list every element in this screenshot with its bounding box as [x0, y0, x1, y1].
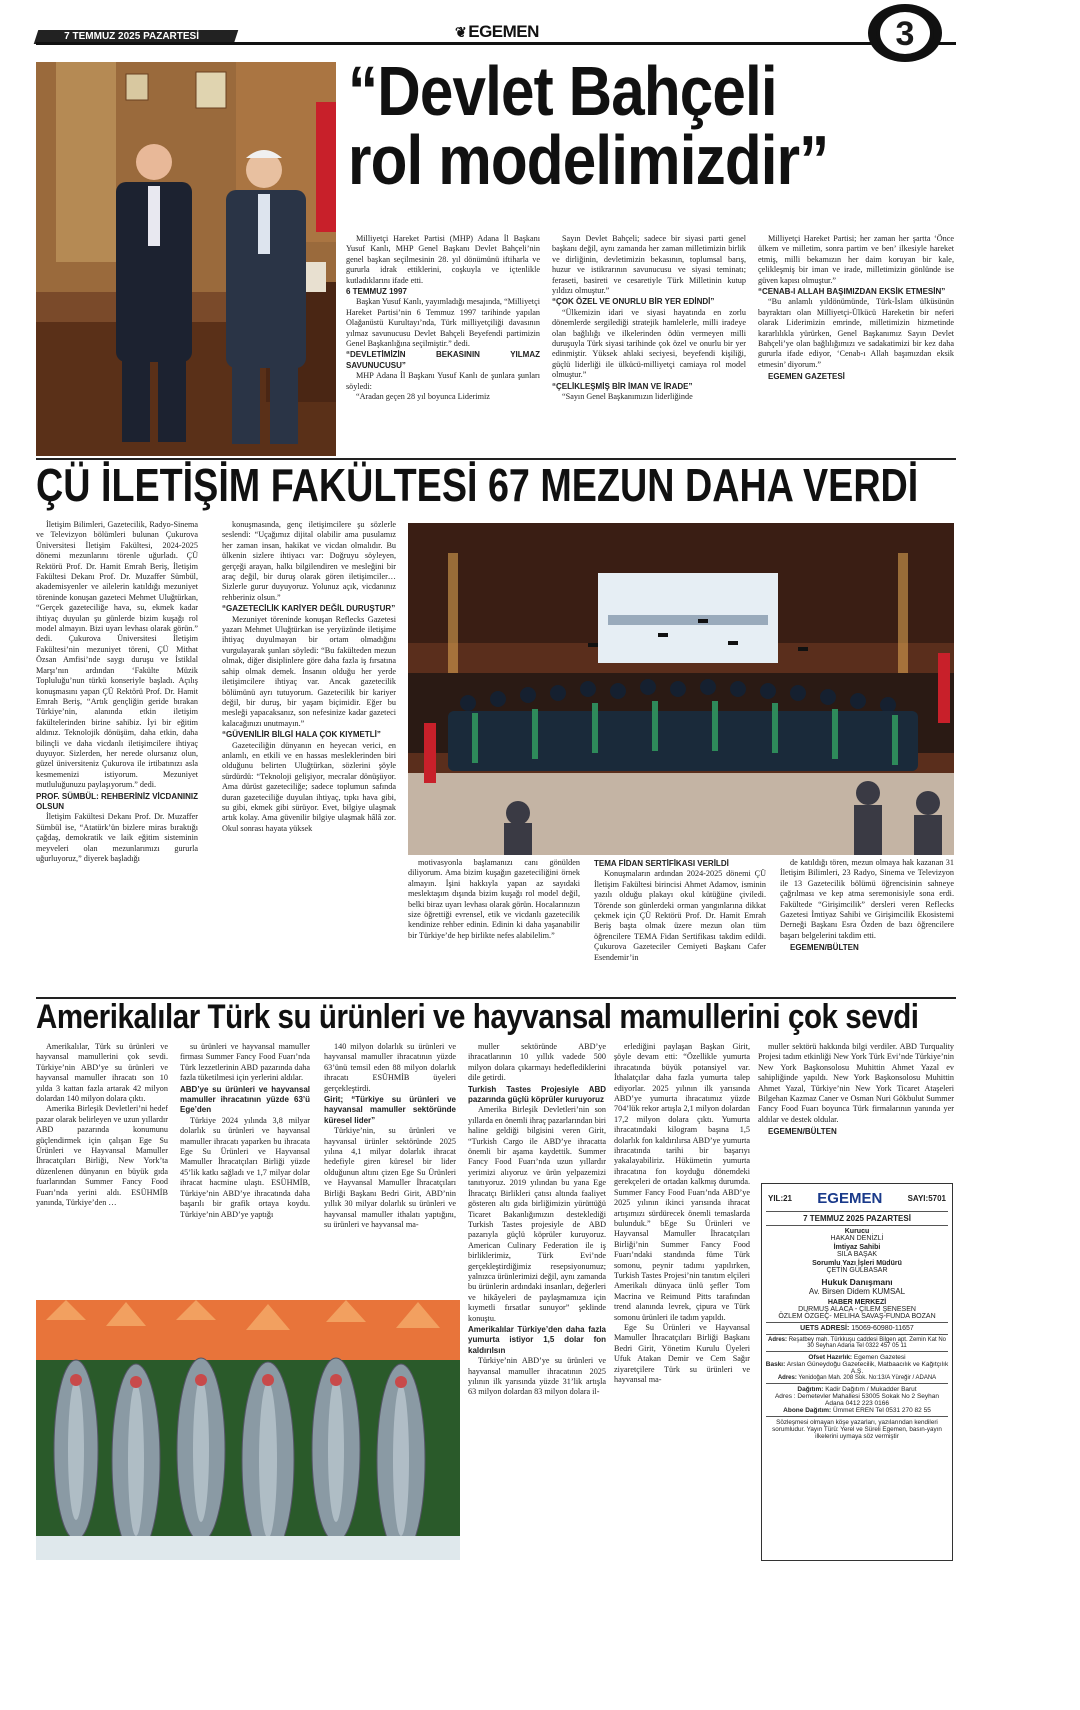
- subheading: PROF. SÜMBÜL: REHBERİNİZ VİCDANINIZ OLSUN: [36, 791, 198, 811]
- subheading: ABD’ye su ürünleri ve hayvansal mamuller ihracatının yüzde 63’ü Ege’den: [180, 1084, 310, 1115]
- subscription: Ümmet EREN Tel 0531 270 82 55: [833, 1407, 931, 1414]
- paragraph: İletişim Fakültesi Dekanı Prof. Dr. Muzaffer Sümbül ise, “Atatürk’ün bizlere miras bıraktığı çağdaş, demokratik ve laik eğitim sisteminin meyveleri olan mezunlarımızı gururla uğurluyoruz,” diyerek başladığı: [36, 812, 198, 863]
- paragraph: Amerika Birleşik Devletleri’ni hedef pazar olarak belirleyen ve uzun yıllardır ABD pazarında konumunu güçlendirmek için çalışan Ege Su Ürünleri ve Hayvansal Mamuller İhracatçıları Birliği, New York’ta düzenlenen dünyanın en büyük gıda fuarlarından Summer Fancy Food Fuarı’nda yerini aldı. ESÜHMİB yanında, Türkiye’den …: [36, 1104, 168, 1208]
- editor-label: Sorumlu Yazı İşleri Müdürü: [812, 1260, 902, 1267]
- article3-headline: [36, 998, 956, 1036]
- paragraph: Konuşmaların ardından 2024-2025 dönemi ÇÜ İletişim Fakültesi birincisi Ahmet Adamov, isminin yazılı olduğu plakayı okul kütüğüne çiviledi. Törende son günlerdeki orman yangınlarına dikkat çekmek için ÇÜ Rektörü Prof. Dr. Hamit Emrah Beriş başta olmak üzere mezun olan tüm öğrencilere TEMA Fidan Sertifikası takdim edildi. Çukurova Gazeteciler Cemiyeti Başkanı Cafer Esendemir’in: [594, 869, 766, 962]
- article2-headline: [36, 459, 956, 511]
- header-rule: [36, 42, 956, 45]
- article2-headline-text: ÇÜ İLETİŞİM FAKÜLTESİ 67 MEZUN DAHA VERDİ: [36, 459, 919, 511]
- article3-col1: [36, 1042, 168, 1296]
- uets-label: UETS ADRESİ:: [800, 1325, 850, 1332]
- owner: SILA BAŞAK: [836, 1251, 878, 1258]
- article3-col2: [180, 1042, 310, 1296]
- news-staff-1: DURMUŞ ALACA - ÇİLEM ŞENESEN: [798, 1306, 916, 1313]
- byline: EGEMEN/BÜLTEN: [790, 943, 859, 953]
- subheading: “CENAB-I ALLAH BAŞIMIZDAN EKSİK ETMESİN”: [758, 287, 946, 297]
- subheading: “ÇOK ÖZEL VE ONURLU BİR YER EDİNDİ”: [552, 297, 715, 307]
- subheading: 6 TEMMUZ 1997: [346, 287, 407, 297]
- founder-label: Kurucu: [844, 1228, 870, 1235]
- paragraph: muller sektöründe ABD’ye ihracatlarının 10 yıllık vadede 500 milyon dolara çıkarmayı hedeflediklerini dile getirdi.: [468, 1042, 606, 1083]
- impressum-date: 7 TEMMUZ 2025 PAZARTESİ: [803, 1214, 911, 1223]
- article3-col3: [324, 1042, 456, 1296]
- paragraph: İletişim Bilimleri, Gazetecilik, Radyo-Sinema ve Televizyon bölümleri bulunan Çukurova Üniversitesi İletişim Fakültesi, 2024-2025 dönemi mezunlarını törenle uğurladı. ÇÜ Rektörü Prof. Dr. Hamit Emrah Beriş, İletişim Fakültesi Dekanı Prof. Dr. Muzaffer Sümbül, akademisyenler ve ailelerin katıldığı mezuniyet töreninde konuşan gazeteci Mehmet Uluğtürkan, “Gerçek gazeteciliğe hava, su, ekmek kadar ihtiyaç duyulan şu günlerde bizim kuşağı rol model almayın. Bizi uyarı levhası olarak görün.” dedi. Çukurova Üniversitesi İletişim Fakültesi’nin mezuniyet töreni, ÇÜ Mithat Özsan Amfisi’nde saygı duruşu ve İstiklal Marşı’nın ardından ‘Fakülte Müzik Topluluğu’nun türkü konseriyle başladı. Açılış konuşmasını yapan ÇÜ Rektörü Prof. Dr. Hamit Emrah Beriş, “Artık gençliğin geride bırakan Türkiye’nin, alanında etkin iletişim fakültelerinden birine sahibiz. İyi bir eğitim aldınız. Teknolojik dönüşüm, daha etkin, daha bilinçli ve daha vicdanlı iletişimcilere ihtiyaç duyuyor. Sizlerden, her nerede olursanız olun, güzel üniversiteniz Çukurova ile irtibatınızı asla kesmemenizi istiyorum. Mezuniyet mutluluğunuzu paylaşıyorum.” dedi.: [36, 520, 198, 790]
- subheading: “GÜVENİLİR BİLGİ HALA ÇOK KIYMETLİ”: [222, 730, 381, 740]
- editor: ÇETİN GÜLBASAR: [826, 1267, 888, 1274]
- article1-headline-line2: rol modelimizdir”: [348, 120, 829, 199]
- paragraph: Milliyetçi Hareket Partisi; her zaman her şartta ‘Önce ülkem ve milletim, sonra partim ve ben’ ilkesiyle hareket etmiş, milli bekamızın her daim koruyan bir kale, çelikleşmiş bir iman ve irade, milletimizin gönlünde ise güven kapısı olmuştur.”: [758, 234, 954, 285]
- press-label: Baskı:: [765, 1361, 786, 1368]
- uets: 15069-60980-11657: [851, 1325, 914, 1332]
- byline: EGEMEN/BÜLTEN: [768, 1127, 837, 1137]
- paragraph: Gazeteciliğin dünyanın en heyecan verici, en anlamlı, en etkili ve en hassas mesleklerinden biri olduğunu belirten Uluğtürkan, sözlerini şöyle sürdürdü: “Teknoloji gelişiyor, mecralar dönüşüyor. Ama dürüst gazeteciliğe; sadece toplumun safında duran gazeteciliğe duyulan ihtiyaç, tıpkı hava gibi, su gibi, ekmek gibi sürüyor. Evet, bilgiye ulaşmak artık kolay. Ama güvenilir bilgiye ulaşmak hâlâ zor. Okul sonrası hayata yüksek: [222, 740, 396, 833]
- distribution-address: Adres : Demetevler Mahallesi 53005 Sokak No 2 Seyhan Adana 0412 223 0166: [774, 1393, 940, 1407]
- paragraph: de katıldığı tören, mezun olmaya hak kazanan 31 İletişim Bilimleri, 23 Radyo, Sinema ve Televizyon ile 13 Gazetecilik bölümü öğrencisinin sahneye çağrılması ve kep atma seremonisiyle sona erdi. Fakültede “Girişimcilik” dersleri veren Reflecks Gazetesi İmtiyaz Sahibi ve Girişimcilik Ekosistemi Derneği Başkanı Esra Özden de bazı öğrencilere başarı belgelerini takdim etti.: [780, 858, 954, 940]
- paragraph: motivasyonla başlamanızı canı gönülden diliyorum. Ama bizim kuşağın gazeteciliğini örnek almayın. İşini hakkıyla yapan az sayıdaki meslektaşım dışında bizim kuşağı rol model değil, belki biraz uyarı levhası olarak görün. Hocalarınızın size öğrettiği evrensel, etik ve vicdanlı gazetecilik kendinize rehber edinin. Edinin ki daha yaşanabilir bir Türkiye’de hep birlikte nefes alabilelim.”: [408, 858, 580, 940]
- article3-col5: [614, 1042, 750, 1562]
- impressum-issue: SAYI:5701: [907, 1194, 946, 1203]
- press-address-label: Adres:: [777, 1375, 797, 1381]
- news-center-label: HABER MERKEZİ: [827, 1299, 887, 1306]
- paragraph: su ürünleri ve hayvansal mamuller firması Summer Fancy Food Fuarı’nda Türk lezzetlerinin ABD pazarında daha fazla tüketilmesi için yerlerini aldılar.: [180, 1042, 310, 1083]
- masthead-logo: [455, 22, 539, 42]
- subheading: Girit; “Türkiye su ürünleri ve hayvansal mamuller sektöründe küresel lider”: [324, 1095, 456, 1125]
- impressum-box: [761, 1183, 953, 1561]
- article1-headline: [348, 52, 958, 199]
- paragraph: MHP Adana İl Başkanı Yusuf Kanlı de şunlara şunları söyledi:: [346, 371, 540, 391]
- article2-col1: [36, 520, 198, 998]
- paragraph: Mezuniyet töreninde konuşan Reflecks Gazetesi yazarı Mehmet Uluğtürkan ise yeryüzünde iletişime ihtiyaç duyulmayan bir ortam olmadığını vurgulayarak şunları söyledi: “Bu fakülteden mezun olmak, diğer disiplinlere göre daha fazla iş fırsatına sahip olmak demek. İnsanın olduğu her yerde iletişimcilere ihtiyaç var. Ancak gazetecilik bölümünü ayrı tutuyorum. Gazetecilik bir kariyer değil, bir duruş, bir yaşam biçimidir. Eğer bu mesleği yapacaksanız, son nefesinize kadar gazeteci kalacağınızı unutmayın.”: [222, 614, 396, 728]
- distribution: Kadir Dağıtım / Mukadder Barut: [825, 1386, 917, 1393]
- logo-mark-icon: ❦: [455, 24, 467, 40]
- subheading: Amerikalılar Türkiye’den daha fazla yumurta istiyor 1,5 dolar fon kaldırılsın: [468, 1324, 606, 1355]
- distribution-label: Dağıtım:: [797, 1386, 824, 1393]
- paragraph: “Bu anlamlı yıldönümünde, Türk-İslam ülküsünün bayraktarı olan Milliyetçi-Ülkücü Hareketin bir neferi olarak Liderimizin emrinde, milletimizin hizmetinde kararlılıkla yürürken, Genel Başkanımız Sayın Devlet Bahçeli’ye olan bağlılığımızı ve sadakatimizi bir kez daha gururla ifade ediyor, ‘Cenab-ı Allah başımızdan eksik etmesin’ diyorum.”: [758, 297, 954, 369]
- article3-col6: [758, 1042, 954, 1176]
- bahceli-meeting-photo: [36, 62, 336, 456]
- subheading: Turkish Tastes Projesiyle ABD pazarında güçlü köprüler kuruyoruz: [468, 1084, 606, 1105]
- issue-date: 7 TEMMUZ 2025 PAZARTESİ: [64, 31, 200, 42]
- paragraph: Türkiye’nin ABD’ye su ürünleri ve hayvansal mamuller ihracatının 2025 yılının ilk yarısında yüzde 31’lik artışla 63 milyon dolardan 83 milyon dolara il-: [468, 1356, 606, 1397]
- owner-label: İmtiyaz Sahibi: [833, 1244, 881, 1251]
- graduation-ceremony-photo: [408, 523, 954, 855]
- paragraph: Milliyetçi Hareket Partisi (MHP) Adana İl Başkanı Yusuf Kanlı, MHP Genel Başkanı Devlet Bahçeli’nin genel başkan seçilmesinin 28. yıl dönümünü iftiharla ve gururla idrak ettiklerini, coşkuyla ve içtenlikle kutladıklarını ifade etti.: [346, 234, 540, 285]
- print-label: Ofset Hazırlık:: [808, 1354, 853, 1361]
- article1-col3: [758, 234, 954, 456]
- paragraph: Ege Su Ürünleri ve Hayvansal Mamuller İhracatçıları Birliği Başkanı Bedri Girit, Yönetim Kurulu Üyeleri Ufuk Atakan Demir ve Cem Sağır ziyaretçilere Türk su ürünleri ve hayvansal ma-: [614, 1322, 750, 1384]
- paragraph: erlediğini paylaşan Başkan Girit, şöyle devam etti: “Özellikle yumurta ihracatında büyük potansiyel var. İthalatçılar daha fazla yumurta talep ediyorlar. 2025 yılının ilk yarısında ABD’ye yumurta ihracatımız yüzde 704’lük rekor artışla 2,1 milyon dolardan 17,2 milyon dolara çıktı. Yumurta ihracatındaki kilogram başına 1,5 dolarlık fon kaldırılırsa ABD’ye yumurta ihracatında tarihi bir başarıyı yakalayabiliriz. Hükümetin yumurta ihracatına fon koyduğu dönemdeki gerekçeleri de ortadan kalkmış durumda. Summer Fancy Food Fuarı’nda ABD’ye 2025 yılının ikinci yarısında ihracat artışımızı sürdürecek önemli temaslarda bulunduk.” bEge Su Ürünleri ve Hayvansal Mamuller İhracatçıları Birliği’nin Summer Fancy Food Fuarı’ndaki standında füme Türk somonu, peynir tadımı yapılırken, Turkish Tastes Projesi’nin tanıtım elçileri Amerikalı dünyaca ünlü şefler Tom Macrina ve Reimund Pitts tarafından trend alanında levrek, çipura ve Türk somonu ürünleri ile tadım yapıldı.: [614, 1042, 750, 1322]
- paragraph: muller sektörü hakkında bilgi verdiler. ABD Turquality Projesi tadım etkinliği New York Türk Evi’nde Türkiye’nin New York Başkonsolosu Muhittin Ahmet Yazal ev sahipliğinde yapıldı. New York Başkonsolosu Muhittin Ahmet Yazal, Türkiye’nin New York Ticaret Ataşeleri Bilgehan Kazmaz Caner ve Osman Nuri Gökbulut Summer Fancy Food Fuarı boyunca Türk firmalarının yanında yer aldılar ve destek oldular.: [758, 1042, 954, 1124]
- article2-col4: [594, 858, 766, 998]
- article3-col4: [468, 1042, 606, 1562]
- article2-col3: [408, 858, 580, 998]
- disclaimer: Sözleşmesi olmayan köşe yazarları, yazılarından kendileri sorumludur. Yayın Türü: Yerel ve Süreli Egemen, basın-yayın ilkelerini uymaya söz vermiştir: [772, 1419, 942, 1440]
- legal: Av. Birsen Didem KUMSAL: [808, 1287, 906, 1296]
- paragraph: Başkan Yusuf Kanlı, yayımladığı mesajında, “Milliyetçi Hareket Partisi’nin 6 Temmuz 1997 tarihinde yapılan Olağanüstü Kurultayı’nda, Türk milliyetçiliği davasının yılmaz savunucusu Devlet Bahçeli Beyefendi partimizin Genel Başkanlığına seçilmiştir.” dedi.: [346, 297, 540, 349]
- article1-headline-line1: “Devlet Bahçeli: [348, 52, 777, 130]
- address: Reşatbey mah. Türkkuşu caddesi Bilgen apt. Zemin Kat No 30 Seyhan Adana Tel 0322 457 05 11: [788, 1337, 946, 1349]
- news-staff-2: ÖZLEM ÖZGEÇ- MELİHA SAVAŞ-FUNDA BOZAN: [778, 1313, 936, 1320]
- paragraph: Sayın Devlet Bahçeli; sadece bir siyasi parti genel başkanı değil, aynı zamanda her zaman milletimizin birlik ve dirliğinin, devletimizin bekasının, toplumsal barış, huzur ve istikrarının savunucusu ve siyasi teminatı; feraseti, basireti ve cesaretiyle Türk Milletinin kutup yıldızı olmuştur.”: [552, 234, 746, 296]
- masthead-logo-text: EGEMEN: [468, 22, 539, 41]
- paragraph: konuşmasında, genç iletişimcilere şu sözlerle seslendi: “Uçağımız dijital olabilir ama pusulamız her zaman insan, hakikat ve vicdan olmalıdır. Bu ülkenin sizlere ihtiyacı var: Doğruyu söyleyen, gerçeği arayan, halkı bilgilendiren ve mesleğini bir araç değil, bir duruş olarak gören iletişimciler… Sizlerle gurur duyuyoruz. Yolunuz açık, vicdanınız rehberiniz olsun.”: [222, 520, 396, 602]
- paragraph: “Sayın Genel Başkanımızın liderliğinde: [562, 392, 693, 402]
- article1-col2: [552, 234, 746, 456]
- paragraph: Türkiye’nin, su ürünleri ve hayvansal ürünler sektöründe 2025 yılına 4,1 milyar dolarlık ihracat hedefiyle giren küresel bir lider olduğunun altını çizen Ege Su Ürünleri ve Hayvansal Mamuller İhracatçıları Birliği Başkanı Bedri Girit, ABD’nin yıllık 30 milyar dolarlık su ürünleri ve hayvansal mamuller ithalatı yaptığını, su ürünleri ve hayvansal ma-: [324, 1126, 456, 1229]
- article2-col5: [780, 858, 954, 998]
- subheading: TEMA FİDAN SERTİFİKASI VERİLDİ: [594, 859, 729, 868]
- paragraph: Amerika Birleşik Devletleri’nin son yıllarda en önemli ihraç pazarlarından biri haline geldiği bilgisini veren Girit, “Turkish Cargo ile ABD’ye ihracatta önemli bir aşama kaydettik. Summer Fancy Food Fuarı’nda uzun yıllardır yerimizi alıyoruz ve ürün yelpazemizi tanıtıyoruz. 2019 yılından bu yana Ege İhracatçı Birlikleri çatısı altında faaliyet gösteren altı gıda birliğimizin yürüttüğü Ticaret Bakanlığımızın desteklediği Turkish Tastes projesiyle de ABD pazarıyla güçlü köprüler kuruyoruz. American Culinary Federation ile iş birliklerimiz, Türk Evi’nde gerçekleştirdiğimiz resepsiyonumuz; yalnızca ürünlerimizi değil, aynı zamanda bu ürünlerin ardındaki insanları, değerleri ve hikâyeleri de paylaşmamıza için kıymetli fırsatlar sunuyor” şeklinde konuştu.: [468, 1105, 606, 1323]
- article1-col1: [346, 234, 540, 456]
- byline: EGEMEN GAZETESİ: [768, 372, 845, 382]
- print: Egemen Gazetesi: [853, 1354, 906, 1361]
- press-address: Yenidoğan Mah. 208 Sok. No:13/A Yüreğir / ADANA: [798, 1375, 937, 1381]
- article3-headline-text: Amerikalılar Türk su ürünleri ve hayvansal mamullerini çok sevdi: [36, 998, 919, 1036]
- paragraph: 140 milyon dolarlık su ürünleri ve hayvansal mamuller ihracatının yüzde 63’ünü temsil eden 88 milyon dolarlık ihracatı ESÜHMİB üyeleri gerçekleştirdi.: [324, 1042, 456, 1093]
- subscription-label: Abone Dağıtım:: [783, 1407, 832, 1414]
- press: Arslan Güneydoğu Gazetecilik, Matbaacılık ve Kağıtçılık A.Ş.: [786, 1361, 949, 1375]
- article2-col2: [222, 520, 396, 998]
- paragraph: Türkiye 2024 yılında 3,8 milyar dolarlık su ürünleri ve hayvansal mamuller ihracatı yaparken bu ihracata Ege Su Ürünleri ve Hayvansal Mamuller İhracatçıları Birliği yüzde 45’lik katkı sağladı ve 1,7 milyar dolar ihracat hacmine ulaştı. ESÜHMİB, Türkiye’nin ABD’ye ihracatında daha başarılı bir grafik ortaya koydu. Türkiye’nin ABD’ye yaptığı: [180, 1115, 310, 1219]
- subheading: “ÇELİKLEŞMİŞ BİR İMAN VE İRADE”: [552, 381, 693, 391]
- paragraph: “Ülkemizin idari ve siyasi hayatında en zorlu dönemlerde sergilediği stratejik hamlelerle, milli iradeye olan bağlılığı ve ilkelerinden ödün vermeyen milli duruşuyla Türk siyasi tarihinde çok özel ve onurlu bir yer edinmiştir. Yüksek ahlaki seciyesi, beyefendi kişiliği, güçlü liderliği ile ülkücü-milliyetçi camiaya rol model olmuştur.”: [552, 307, 746, 380]
- page-number: 3: [876, 8, 934, 58]
- impressum-logo: EGEMEN: [817, 1190, 883, 1207]
- subheading: “GAZETECİLİK KARİYER DEĞİL DURUŞTUR”: [222, 604, 396, 614]
- paragraph: Amerikalılar, Türk su ürünleri ve hayvansal mamullerini çok sevdi. Türkiye’nin ABD’ye su ürünleri ve hayvansal mamuller ihracatı son 10 yılda 3 kattan fazla artarak 42 milyon dolardan 140 milyon dolara çıktı.: [36, 1042, 168, 1104]
- founder: HAKAN DENİZLİ: [830, 1235, 884, 1242]
- impressum-year: YIL:21: [768, 1194, 793, 1203]
- subheading: “DEVLETİMİZİN BEKASININ YILMAZ SAVUNUCUSU”: [346, 350, 540, 370]
- address-label: Adres:: [768, 1337, 788, 1343]
- legal-label: Hukuk Danışmanı: [821, 1277, 893, 1287]
- fish-products-photo: [36, 1300, 460, 1560]
- paragraph: “Aradan geçen 28 yıl boyunca Liderimiz: [356, 392, 490, 402]
